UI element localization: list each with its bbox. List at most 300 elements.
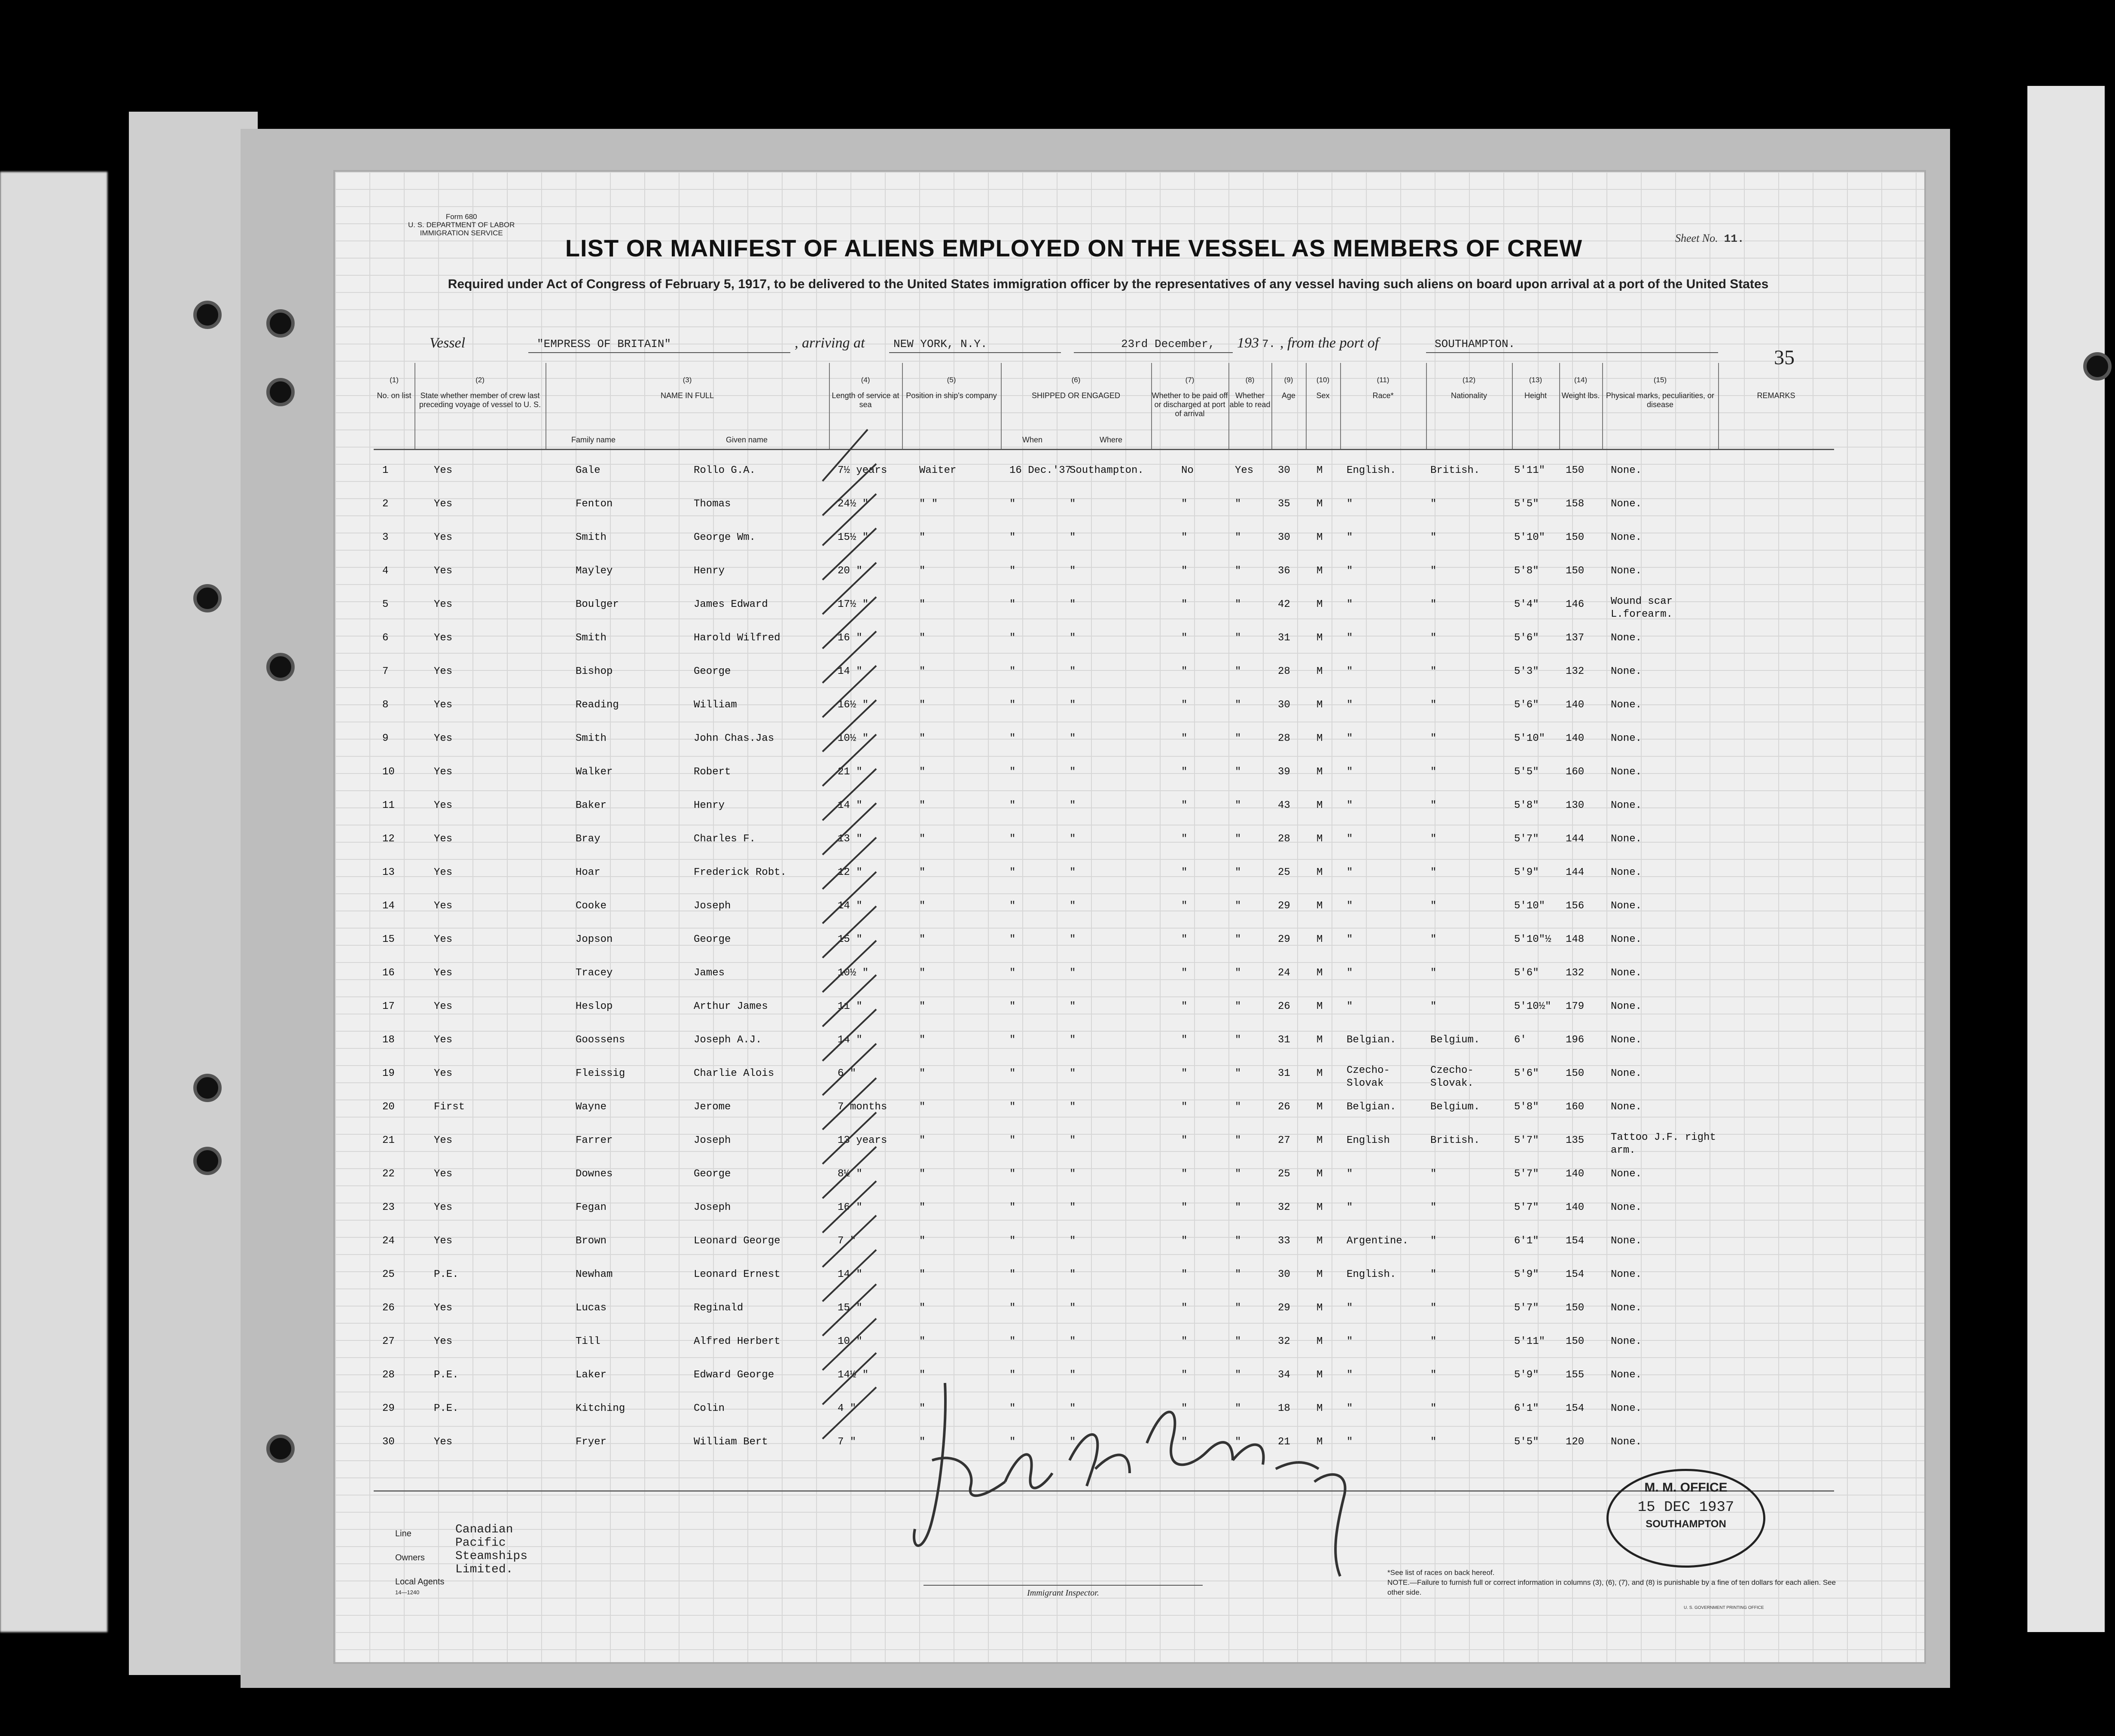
sex-cell: M [1317, 1168, 1323, 1180]
family-name-cell: Laker [576, 1369, 607, 1381]
able-to-read-cell: " [1235, 800, 1241, 811]
given-name-cell: Edward George [694, 1369, 774, 1381]
penalty-note: NOTE.—Failure to furnish full or correct information in columns (3), (6), (7), and (8) is punishable by a fine of ten dollars for each alien. See other side. [1387, 1578, 1836, 1596]
race-cell: " [1347, 867, 1353, 878]
given-name-cell: James [694, 967, 725, 979]
paid-off-cell: " [1181, 1135, 1188, 1146]
col-header-weight: (14) Weight lbs. [1559, 363, 1603, 449]
previous-voyage-cell: Yes [434, 498, 453, 510]
sex-cell: M [1317, 498, 1323, 510]
nationality-cell: " [1430, 1202, 1437, 1213]
shipped-when-cell: " [1009, 599, 1016, 610]
row-number: 9 [382, 733, 389, 744]
given-name-cell: Arthur James [694, 1001, 768, 1012]
col-header-previous-voyage: (2) State whether member of crew last preceding voyage of vessel to U. S. [414, 363, 546, 449]
able-to-read-cell: " [1235, 867, 1241, 878]
weight-cell: 196 [1566, 1034, 1585, 1046]
height-cell: 5'10" [1514, 733, 1545, 744]
age-cell: 30 [1278, 465, 1290, 476]
shipped-where-cell: " [1070, 934, 1076, 945]
position-cell: " [919, 1101, 926, 1113]
shipped-when-cell: " [1009, 1302, 1016, 1314]
age-cell: 42 [1278, 599, 1290, 610]
family-name-cell: Bishop [576, 666, 613, 677]
height-cell: 5'11" [1514, 1336, 1545, 1347]
age-cell: 34 [1278, 1369, 1290, 1381]
height-cell: 5'7" [1514, 1168, 1539, 1180]
paid-off-cell: " [1181, 1269, 1188, 1280]
height-cell: 5'6" [1514, 632, 1539, 644]
row-number: 2 [382, 498, 389, 510]
row-number: 21 [382, 1135, 395, 1146]
from-port-label: , from the port of [1280, 335, 1379, 351]
table-row [374, 1264, 1834, 1297]
table-row [374, 1331, 1834, 1364]
family-name-cell: Gale [576, 465, 600, 476]
shipped-where-cell: " [1070, 565, 1076, 577]
table-row [374, 828, 1834, 862]
position-cell: " [919, 1202, 926, 1213]
shipped-where-cell: " [1070, 833, 1076, 845]
previous-voyage-cell: Yes [434, 733, 453, 744]
able-to-read-cell: " [1235, 699, 1241, 711]
sex-cell: M [1317, 599, 1323, 610]
service-cell: 14 " [838, 900, 862, 912]
table-row [374, 694, 1834, 728]
physical-marks-cell: None. [1611, 867, 1642, 878]
given-name-cell: George [694, 1168, 731, 1180]
sex-cell: M [1317, 1101, 1323, 1113]
shipped-when-cell: " [1009, 934, 1016, 945]
previous-voyage-cell: Yes [434, 465, 453, 476]
shipped-where-cell: " [1070, 666, 1076, 677]
physical-marks-cell: None. [1611, 1101, 1642, 1113]
shipped-when-cell: " [1009, 1101, 1016, 1113]
sex-cell: M [1317, 666, 1323, 677]
paid-off-cell: " [1181, 699, 1188, 711]
family-name-cell: Heslop [576, 1001, 613, 1012]
nationality-cell: " [1430, 565, 1437, 577]
height-cell: 5'6" [1514, 699, 1539, 711]
given-name-cell: William Bert [694, 1436, 768, 1448]
shipped-when-cell: " [1009, 1034, 1016, 1046]
row-number: 14 [382, 900, 395, 912]
service-cell: 14 " [838, 666, 862, 677]
shipped-where-cell: " [1070, 1101, 1076, 1113]
table-row [374, 460, 1834, 493]
physical-marks-cell: None. [1611, 465, 1642, 476]
physical-marks-cell: None. [1611, 1168, 1642, 1180]
arrival-date: 23rd December, [1121, 338, 1215, 350]
paid-off-cell: " [1181, 1101, 1188, 1113]
weight-cell: 132 [1566, 967, 1585, 979]
weight-cell: 137 [1566, 632, 1585, 644]
shipped-when-cell: " [1009, 1135, 1016, 1146]
age-cell: 29 [1278, 934, 1290, 945]
able-to-read-cell: " [1235, 666, 1241, 677]
shipped-when-cell: " [1009, 1202, 1016, 1213]
sex-cell: M [1317, 1068, 1323, 1079]
age-cell: 36 [1278, 565, 1290, 577]
sheet-number-value: 11. [1724, 232, 1744, 245]
position-cell: " [919, 1168, 926, 1180]
shipped-when-cell: " [1009, 498, 1016, 510]
agents-label: Local Agents [395, 1577, 445, 1587]
binder-hole [193, 584, 222, 612]
race-cell: " [1347, 699, 1353, 711]
table-row [374, 527, 1834, 560]
shipped-where-cell: " [1070, 1369, 1076, 1381]
physical-marks-cell: None. [1611, 532, 1642, 543]
race-cell: " [1347, 1001, 1353, 1012]
col-header-family-name: Family name [571, 436, 616, 444]
race-cell: " [1347, 599, 1353, 610]
nationality-cell: " [1430, 1403, 1437, 1414]
owners-label: Owners [395, 1553, 425, 1562]
weight-cell: 156 [1566, 900, 1585, 912]
col-header-when: When [1022, 436, 1043, 444]
weight-cell: 179 [1566, 1001, 1585, 1012]
nationality-cell: " [1430, 800, 1437, 811]
service-cell: 14 " [838, 1034, 862, 1046]
shipped-where-cell: " [1070, 1034, 1076, 1046]
race-cell: " [1347, 800, 1353, 811]
physical-marks-cell: None. [1611, 1436, 1642, 1448]
given-name-cell: Harold Wilfred [694, 632, 780, 644]
paid-off-cell: " [1181, 1001, 1188, 1012]
physical-marks-cell: None. [1611, 733, 1642, 744]
previous-voyage-cell: First [434, 1101, 465, 1113]
races-note: *See list of races on back hereof. [1387, 1568, 1495, 1577]
row-number: 20 [382, 1101, 395, 1113]
previous-voyage-cell: Yes [434, 1235, 453, 1247]
shipped-where-cell: Southampton. [1070, 465, 1144, 476]
age-cell: 32 [1278, 1202, 1290, 1213]
paid-off-cell: " [1181, 532, 1188, 543]
physical-marks-cell: None. [1611, 1034, 1642, 1046]
paid-off-cell: " [1181, 1403, 1188, 1414]
table-row [374, 1163, 1834, 1197]
nationality-cell: " [1430, 666, 1437, 677]
height-cell: 5'4" [1514, 599, 1539, 610]
paid-off-cell: " [1181, 1202, 1188, 1213]
given-name-cell: William [694, 699, 737, 711]
nationality-cell: British. [1430, 1135, 1480, 1146]
vessel-underline [528, 352, 790, 353]
agents-field [395, 1577, 445, 1601]
table-row [374, 1230, 1834, 1264]
height-cell: 5'9" [1514, 1369, 1539, 1381]
able-to-read-cell: " [1235, 833, 1241, 845]
previous-voyage-cell: P.E. [434, 1269, 459, 1280]
height-cell: 6' [1514, 1034, 1527, 1046]
sex-cell: M [1317, 1135, 1323, 1146]
family-name-cell: Tracey [576, 967, 613, 979]
position-cell: " [919, 1034, 926, 1046]
row-number: 1 [382, 465, 389, 476]
sex-cell: M [1317, 1436, 1323, 1448]
stamp-office: M. M. OFFICE [1644, 1480, 1728, 1495]
shipped-when-cell: " [1009, 666, 1016, 677]
race-cell: " [1347, 1403, 1353, 1414]
paid-off-cell: " [1181, 1034, 1188, 1046]
manifest-subtitle: Required under Act of Congress of February 5, 1917, to be delivered to the United States immigration officer by the representatives of any vessel having such aliens on board upon arrival at a port of the United States [448, 277, 1769, 291]
nationality-cell: " [1430, 967, 1437, 979]
race-cell: Czecho-Slovak [1347, 1065, 1390, 1089]
row-number: 13 [382, 867, 395, 878]
family-name-cell: Mayley [576, 565, 613, 577]
row-number: 25 [382, 1269, 395, 1280]
service-cell: 15 " [838, 1302, 862, 1314]
shipped-when-cell: " [1009, 1403, 1016, 1414]
shipped-when-cell: " [1009, 1436, 1016, 1448]
adjacent-page-right [2027, 86, 2105, 1632]
shipped-where-cell: " [1070, 800, 1076, 811]
previous-voyage-cell: Yes [434, 967, 453, 979]
race-cell: " [1347, 1202, 1353, 1213]
table-row [374, 862, 1834, 895]
table-row [374, 627, 1834, 661]
previous-voyage-cell: Yes [434, 1336, 453, 1347]
physical-marks-cell: None. [1611, 800, 1642, 811]
col-header-age: (9) Age [1271, 363, 1307, 449]
position-cell: " [919, 900, 926, 912]
inspector-label: Immigrant Inspector. [923, 1585, 1203, 1598]
physical-marks-cell: None. [1611, 934, 1642, 945]
position-cell: Waiter [919, 465, 957, 476]
height-cell: 5'3" [1514, 666, 1539, 677]
service-cell: 7 months [838, 1101, 887, 1113]
shipped-when-cell: " [1009, 833, 1016, 845]
nationality-cell: " [1430, 532, 1437, 543]
race-cell: " [1347, 1336, 1353, 1347]
paid-off-cell: " [1181, 934, 1188, 945]
position-cell: " [919, 1369, 926, 1381]
race-cell: " [1347, 666, 1353, 677]
paid-off-cell: " [1181, 565, 1188, 577]
age-cell: 33 [1278, 1235, 1290, 1247]
sex-cell: M [1317, 1034, 1323, 1046]
family-name-cell: Downes [576, 1168, 613, 1180]
sheet-number [1675, 232, 1744, 245]
row-number: 23 [382, 1202, 395, 1213]
sheet-number-label: Sheet No. [1675, 232, 1718, 244]
given-name-cell: Henry [694, 565, 725, 577]
weight-cell: 140 [1566, 1168, 1585, 1180]
shipped-where-cell: " [1070, 1235, 1076, 1247]
row-number: 19 [382, 1068, 395, 1079]
nationality-cell: British. [1430, 465, 1480, 476]
shipped-where-cell: " [1070, 900, 1076, 912]
col-header-remarks: REMARKS [1757, 391, 1795, 400]
weight-cell: 148 [1566, 934, 1585, 945]
page-number: 35 [1774, 346, 1795, 369]
paid-off-cell: No [1181, 465, 1194, 476]
row-number: 16 [382, 967, 395, 979]
age-cell: 39 [1278, 766, 1290, 778]
able-to-read-cell: " [1235, 1034, 1241, 1046]
nationality-cell: Belgium. [1430, 1101, 1480, 1113]
able-to-read-cell: " [1235, 733, 1241, 744]
binder-hole [193, 301, 222, 329]
service-cell: 12 " [838, 867, 862, 878]
given-name-cell: James Edward [694, 599, 768, 610]
service-cell: 14 " [838, 800, 862, 811]
able-to-read-cell: " [1235, 934, 1241, 945]
row-number: 22 [382, 1168, 395, 1180]
able-to-read-cell: " [1235, 1336, 1241, 1347]
paid-off-cell: " [1181, 967, 1188, 979]
previous-voyage-cell: Yes [434, 1068, 453, 1079]
position-cell: " " [919, 498, 938, 510]
col-header-service: (4) Length of service at sea [829, 363, 903, 449]
paid-off-cell: " [1181, 632, 1188, 644]
previous-voyage-cell: Yes [434, 532, 453, 543]
paid-off-cell: " [1181, 498, 1188, 510]
position-cell: " [919, 1001, 926, 1012]
service-cell: 13 " [838, 833, 862, 845]
nationality-cell: " [1430, 766, 1437, 778]
height-cell: 5'11" [1514, 465, 1545, 476]
able-to-read-cell: " [1235, 1135, 1241, 1146]
nationality-cell: " [1430, 699, 1437, 711]
shipped-when-cell: " [1009, 699, 1016, 711]
shipped-where-cell: " [1070, 1135, 1076, 1146]
paid-off-cell: " [1181, 1436, 1188, 1448]
able-to-read-cell: " [1235, 1269, 1241, 1280]
sex-cell: M [1317, 800, 1323, 811]
family-name-cell: Cooke [576, 900, 607, 912]
nationality-cell: " [1430, 498, 1437, 510]
age-cell: 28 [1278, 733, 1290, 744]
service-cell: 8½ " [838, 1168, 862, 1180]
height-cell: 6'1" [1514, 1403, 1539, 1414]
col-header-given-name: Given name [726, 436, 768, 444]
paid-off-cell: " [1181, 900, 1188, 912]
position-cell: " [919, 1436, 926, 1448]
family-name-cell: Smith [576, 733, 607, 744]
service-cell: 17½ " [838, 599, 869, 610]
paid-off-cell: " [1181, 867, 1188, 878]
physical-marks-cell: None. [1611, 498, 1642, 510]
service-cell: 11 " [838, 1001, 862, 1012]
paid-off-cell: " [1181, 1336, 1188, 1347]
sex-cell: M [1317, 1336, 1323, 1347]
table-row [374, 728, 1834, 761]
age-cell: 18 [1278, 1403, 1290, 1414]
weight-cell: 132 [1566, 666, 1585, 677]
shipped-where-cell: " [1070, 1269, 1076, 1280]
weight-cell: 150 [1566, 1068, 1585, 1079]
position-cell: " [919, 867, 926, 878]
weight-cell: 150 [1566, 1336, 1585, 1347]
department-name: U. S. DEPARTMENT OF LABOR [408, 221, 515, 229]
service-cell: 7½ years [838, 465, 887, 476]
col-header-marks: (15) Physical marks, peculiarities, or disease [1602, 363, 1719, 449]
previous-voyage-cell: Yes [434, 833, 453, 845]
family-name-cell: Reading [576, 699, 619, 711]
physical-marks-cell: None. [1611, 1403, 1642, 1414]
form-code: 14—1240 [395, 1589, 420, 1596]
height-cell: 5'5" [1514, 498, 1539, 510]
position-cell: " [919, 1135, 926, 1146]
service-cell: 10½ " [838, 967, 869, 979]
nationality-cell: " [1430, 1302, 1437, 1314]
binder-hole [193, 1074, 222, 1102]
family-name-cell: Boulger [576, 599, 619, 610]
family-name-cell: Bray [576, 833, 600, 845]
row-number: 28 [382, 1369, 395, 1381]
race-cell: " [1347, 565, 1353, 577]
paid-off-cell: " [1181, 833, 1188, 845]
position-cell: " [919, 632, 926, 644]
age-cell: 30 [1278, 532, 1290, 543]
table-row [374, 895, 1834, 929]
family-name-cell: Lucas [576, 1302, 607, 1314]
family-name-cell: Smith [576, 532, 607, 543]
previous-voyage-cell: P.E. [434, 1369, 459, 1381]
service-cell: 16½ " [838, 699, 869, 711]
able-to-read-cell: " [1235, 565, 1241, 577]
given-name-cell: Alfred Herbert [694, 1336, 780, 1347]
service-cell: 13 years [838, 1135, 887, 1146]
binder-hole [266, 653, 295, 681]
nationality-cell: Czecho-Slovak. [1430, 1065, 1474, 1089]
previous-voyage-cell: Yes [434, 1034, 453, 1046]
row-number: 10 [382, 766, 395, 778]
row-number: 27 [382, 1336, 395, 1347]
shipped-where-cell: " [1070, 1068, 1076, 1079]
owners-field [395, 1553, 445, 1577]
col-header-race: (11) Race* [1340, 363, 1427, 449]
age-cell: 30 [1278, 1269, 1290, 1280]
family-name-cell: Fryer [576, 1436, 607, 1448]
height-cell: 5'10"½ [1514, 934, 1551, 945]
nationality-cell: " [1430, 900, 1437, 912]
shipped-when-cell: " [1009, 532, 1016, 543]
shipped-when-cell: " [1009, 1068, 1016, 1079]
height-cell: 5'7" [1514, 1202, 1539, 1213]
table-row [374, 1029, 1834, 1063]
paid-off-cell: " [1181, 1168, 1188, 1180]
able-to-read-cell: " [1235, 498, 1241, 510]
previous-voyage-cell: Yes [434, 1202, 453, 1213]
row-number: 24 [382, 1235, 395, 1247]
race-cell: " [1347, 632, 1353, 644]
previous-voyage-cell: Yes [434, 934, 453, 945]
position-cell: " [919, 800, 926, 811]
weight-cell: 140 [1566, 733, 1585, 744]
table-row [374, 661, 1834, 694]
race-cell: " [1347, 1369, 1353, 1381]
family-name-cell: Kitching [576, 1403, 625, 1414]
col-header-nationality: (12) Nationality [1426, 363, 1513, 449]
line-label: Line [395, 1529, 411, 1538]
able-to-read-cell: " [1235, 1403, 1241, 1414]
nationality-cell: " [1430, 599, 1437, 610]
shipped-when-cell: " [1009, 565, 1016, 577]
service-cell: 16 " [838, 1202, 862, 1213]
sex-cell: M [1317, 565, 1323, 577]
age-cell: 35 [1278, 498, 1290, 510]
age-cell: 21 [1278, 1436, 1290, 1448]
given-name-cell: Frederick Robt. [694, 867, 787, 878]
col-header-height: (13) Height [1512, 363, 1560, 449]
sex-cell: M [1317, 733, 1323, 744]
position-cell: " [919, 1068, 926, 1079]
family-name-cell: Goossens [576, 1034, 625, 1046]
previous-voyage-cell: Yes [434, 800, 453, 811]
